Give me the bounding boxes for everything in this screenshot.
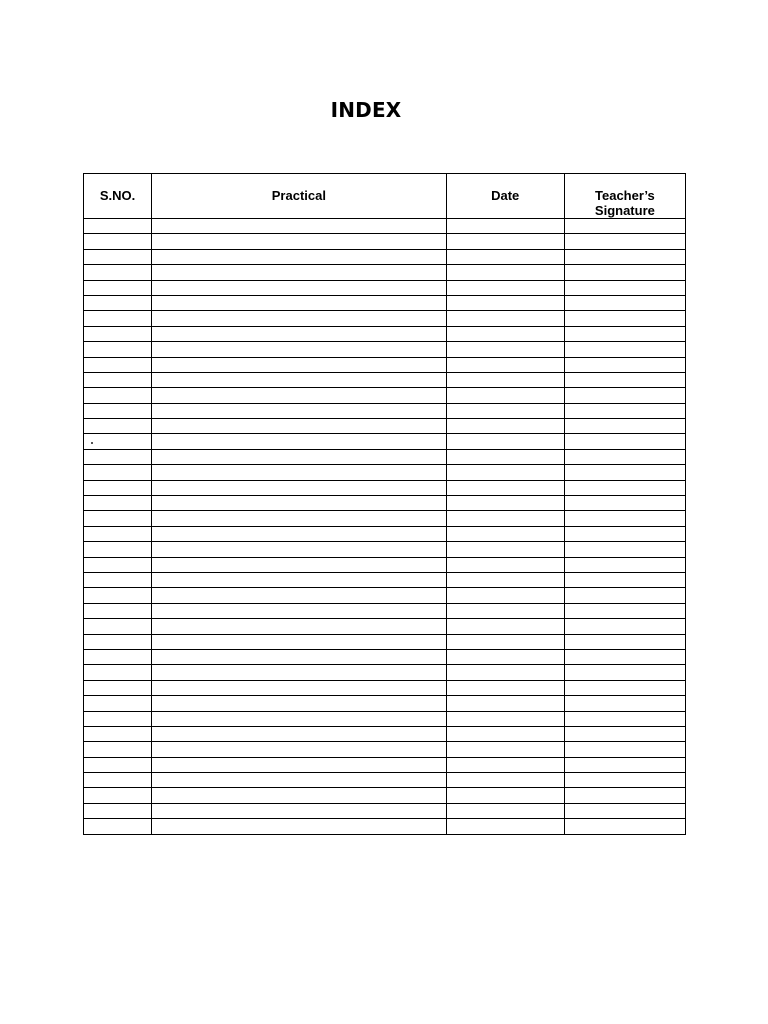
table-row [84,265,686,280]
table-cell-signature [564,788,685,803]
table-cell-practical [152,726,446,741]
table-cell-date [446,696,564,711]
page-title: INDEX [330,98,402,122]
table-cell-sno [84,788,152,803]
table-body [84,219,686,835]
table-cell-signature [564,311,685,326]
table-cell-sno [84,311,152,326]
table-cell-signature [564,557,685,572]
table-cell-date [446,295,564,310]
table-row [84,803,686,818]
table-row [84,526,686,541]
table-cell-sno [84,773,152,788]
table-cell-date [446,711,564,726]
table-cell-practical [152,465,446,480]
table-cell-sno [84,449,152,464]
table-cell-sno [84,649,152,664]
table-cell-signature [564,326,685,341]
table-row [84,480,686,495]
table-cell-sno [84,742,152,757]
table-cell-signature [564,588,685,603]
table-cell-sno [84,326,152,341]
table-cell-practical [152,788,446,803]
table-cell-practical [152,388,446,403]
table-row [84,773,686,788]
table-row [84,696,686,711]
table-row [84,326,686,341]
table-cell-date [446,634,564,649]
table-cell-signature [564,803,685,818]
table-cell-practical [152,696,446,711]
table-cell-practical [152,742,446,757]
table-cell-sno [84,819,152,834]
table-cell-date [446,449,564,464]
table-cell-date [446,742,564,757]
table-cell-practical [152,665,446,680]
index-table [83,173,686,835]
table-cell-practical [152,542,446,557]
table-cell-sno [84,342,152,357]
table-row [84,403,686,418]
table-cell-signature [564,449,685,464]
table-cell-date [446,265,564,280]
table-cell-signature [564,773,685,788]
table-row [84,342,686,357]
table-cell-practical [152,819,446,834]
table-cell-practical [152,480,446,495]
table-cell-sno [84,526,152,541]
table-cell-date [446,480,564,495]
table-cell-date [446,403,564,418]
table-header [84,174,686,219]
table-cell-date [446,819,564,834]
table-cell-practical [152,326,446,341]
table-cell-date [446,326,564,341]
table-row [84,542,686,557]
table-cell-signature [564,388,685,403]
table-cell-sno [84,757,152,772]
table-row [84,619,686,634]
table-cell-practical [152,619,446,634]
table-cell-signature [564,219,685,234]
table-cell-signature [564,542,685,557]
table-cell-sno [84,219,152,234]
table-row [84,757,686,772]
table-cell-practical [152,572,446,587]
header-sno: S.NO. [84,174,152,219]
table-cell-sno [84,496,152,511]
table-cell-sno [84,280,152,295]
table-row [84,742,686,757]
table-cell-practical [152,403,446,418]
table-cell-date [446,434,564,449]
table-row [84,788,686,803]
table-row [84,372,686,387]
table-row [84,572,686,587]
table-cell-signature [564,419,685,434]
table-cell-practical [152,280,446,295]
table-cell-practical [152,757,446,772]
header-date: Date [446,174,564,219]
table-row [84,295,686,310]
table-cell-practical [152,649,446,664]
table-cell-sno [84,696,152,711]
table-cell-practical [152,342,446,357]
table-row [84,249,686,264]
table-cell-date [446,357,564,372]
table-cell-date [446,234,564,249]
table-cell-practical [152,449,446,464]
table-cell-sno [84,803,152,818]
table-cell-practical [152,588,446,603]
table-cell-signature [564,696,685,711]
table-cell-date [446,572,564,587]
table-cell-date [446,280,564,295]
table-cell-date [446,773,564,788]
table-row [84,280,686,295]
table-row [84,665,686,680]
table-cell-date [446,665,564,680]
table-cell-signature [564,372,685,387]
table-cell-practical [152,219,446,234]
table-cell-practical [152,434,446,449]
table-row [84,388,686,403]
table-cell-practical [152,419,446,434]
table-cell-date [446,388,564,403]
table-cell-sno [84,634,152,649]
table-cell-date [446,219,564,234]
table-cell-sno [84,419,152,434]
table-cell-date [446,788,564,803]
table-row [84,603,686,618]
table-cell-sno [84,680,152,695]
table-cell-sno [84,588,152,603]
table-row [84,419,686,434]
table-cell-date [446,803,564,818]
table-cell-date [446,603,564,618]
table-row [84,634,686,649]
table-cell-sno [84,557,152,572]
table-cell-sno [84,357,152,372]
table-cell-signature [564,649,685,664]
header-signature: Teacher’s Signature [564,174,685,219]
table-row [84,234,686,249]
table-cell-date [446,311,564,326]
table-cell-signature [564,480,685,495]
table-row [84,819,686,834]
table-cell-date [446,526,564,541]
table-cell-sno [84,403,152,418]
table-row [84,649,686,664]
table-cell-signature [564,434,685,449]
table-cell-date [446,649,564,664]
table-cell-practical [152,634,446,649]
table-cell-date [446,419,564,434]
table-cell-practical [152,773,446,788]
table-cell-date [446,511,564,526]
table-cell-sno [84,295,152,310]
table-cell-date [446,726,564,741]
table-cell-practical [152,357,446,372]
table-cell-signature [564,526,685,541]
table-cell-date [446,619,564,634]
header-practical: Practical [152,174,446,219]
table-cell-sno [84,234,152,249]
table-cell-sno [84,726,152,741]
table-cell-date [446,496,564,511]
table-cell-sno [84,372,152,387]
table-cell-signature [564,619,685,634]
table-cell-signature [564,511,685,526]
table-cell-sno [84,480,152,495]
table-cell-practical [152,372,446,387]
table-cell-practical [152,234,446,249]
table-cell-signature [564,742,685,757]
table-cell-date [446,342,564,357]
table-cell-practical [152,526,446,541]
table-cell-practical [152,265,446,280]
table-row [84,434,686,449]
table-cell-signature [564,280,685,295]
table-row [84,465,686,480]
table-cell-practical [152,603,446,618]
table-cell-practical [152,496,446,511]
table-cell-sno [84,711,152,726]
table-row [84,449,686,464]
table-cell-sno [84,542,152,557]
table-cell-date [446,372,564,387]
stray-dot-mark [91,442,93,444]
table-cell-practical [152,803,446,818]
table-cell-signature [564,726,685,741]
table-cell-sno [84,265,152,280]
table-row [84,680,686,695]
table-cell-practical [152,249,446,264]
table-row [84,357,686,372]
table-cell-signature [564,342,685,357]
table-cell-signature [564,711,685,726]
header-row [84,174,686,219]
table-row [84,711,686,726]
table-cell-date [446,465,564,480]
table-cell-date [446,557,564,572]
table-row [84,726,686,741]
table-cell-practical [152,511,446,526]
table-cell-practical [152,711,446,726]
table-cell-signature [564,665,685,680]
table-cell-signature [564,295,685,310]
table-row [84,511,686,526]
table-cell-signature [564,357,685,372]
table-cell-sno [84,388,152,403]
table-cell-sno [84,665,152,680]
table-cell-signature [564,265,685,280]
table-row [84,557,686,572]
table-row [84,219,686,234]
table-cell-date [446,588,564,603]
table-cell-signature [564,234,685,249]
table-cell-practical [152,311,446,326]
table-cell-signature [564,249,685,264]
table-cell-signature [564,572,685,587]
table-cell-practical [152,557,446,572]
table-cell-sno [84,603,152,618]
table-cell-sno [84,511,152,526]
table-row [84,588,686,603]
table-cell-signature [564,496,685,511]
table-cell-signature [564,819,685,834]
table-cell-sno [84,619,152,634]
table-cell-sno [84,434,152,449]
table-cell-signature [564,603,685,618]
table-cell-signature [564,757,685,772]
table-cell-signature [564,680,685,695]
table-row [84,311,686,326]
table-cell-practical [152,295,446,310]
table-cell-practical [152,680,446,695]
table-cell-signature [564,403,685,418]
table-row [84,496,686,511]
table-cell-signature [564,634,685,649]
table-cell-sno [84,572,152,587]
table-cell-date [446,249,564,264]
table-cell-sno [84,249,152,264]
table-cell-sno [84,465,152,480]
table-cell-signature [564,465,685,480]
table-cell-date [446,680,564,695]
table-cell-date [446,757,564,772]
table-cell-date [446,542,564,557]
